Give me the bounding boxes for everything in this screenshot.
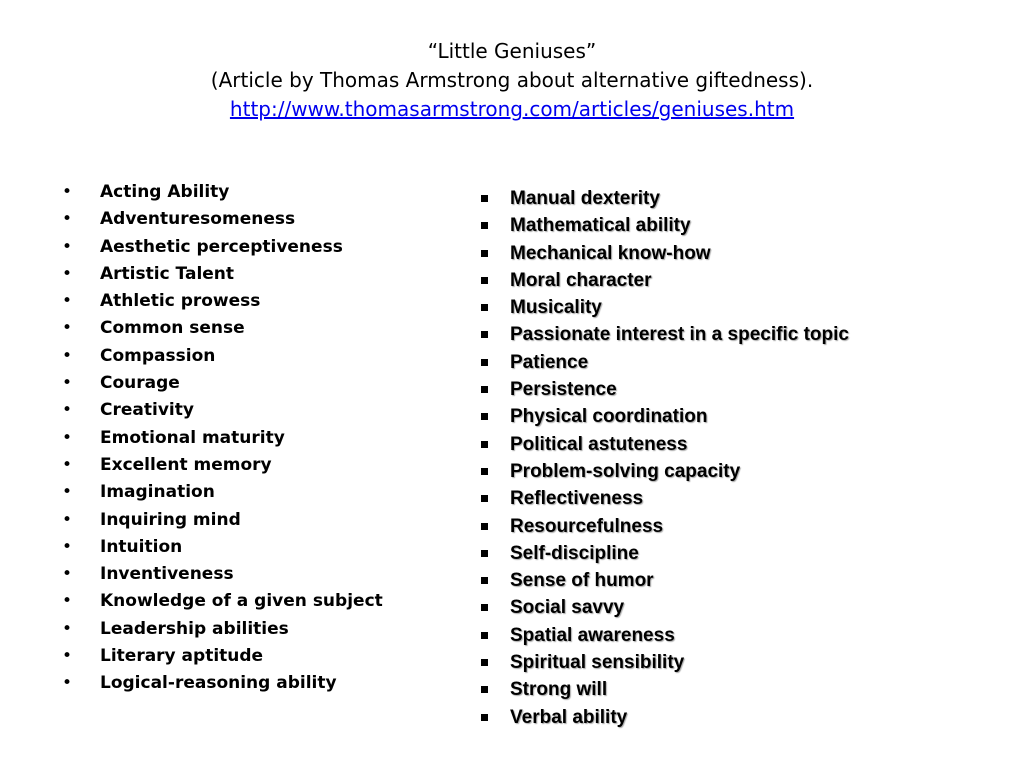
list-item: [62, 643, 383, 670]
square-bullet-icon: [481, 441, 488, 448]
title-link-row: [0, 95, 1024, 124]
list-item: [62, 452, 383, 479]
list-item-label: Knowledge of a given subject: [100, 591, 383, 612]
list-item-label: Musicality: [510, 297, 602, 319]
list-item-label: Manual dexterity: [510, 188, 660, 209]
list-item-label: Spatial awareness: [510, 624, 675, 646]
list-item: [478, 267, 849, 294]
list-item: [62, 397, 383, 424]
list-item: [62, 561, 383, 588]
bullet-icon: •: [62, 400, 73, 421]
square-bullet-icon: [481, 359, 488, 366]
bullet-icon: •: [62, 482, 73, 503]
square-bullet-icon: [481, 331, 488, 338]
bullet-icon: •: [62, 318, 73, 339]
list-item: [478, 240, 849, 267]
list-item: [62, 588, 383, 615]
list-item: [62, 261, 383, 288]
left-bullet-list: [62, 179, 383, 698]
list-item-label: Mathematical ability: [510, 215, 691, 237]
bullet-icon: •: [62, 373, 73, 394]
list-item-label: Imagination: [100, 482, 215, 503]
square-bullet-icon: [481, 577, 488, 584]
square-bullet-icon: [481, 413, 488, 420]
title-subheading: (Article by Thomas Armstrong about alternative giftedness).: [210, 68, 814, 92]
square-bullet-icon: [481, 195, 488, 202]
square-bullet-icon: [481, 550, 488, 557]
square-bullet-icon: [481, 386, 488, 393]
list-item: [478, 622, 849, 649]
bullet-icon: •: [62, 263, 73, 284]
title-heading: “Little Geniuses”: [427, 39, 597, 63]
list-item: [62, 425, 383, 452]
bullet-icon: •: [62, 509, 73, 530]
bullet-icon: •: [62, 345, 73, 366]
bullet-icon: •: [62, 291, 73, 312]
list-item-label: Adventuresomeness: [100, 209, 296, 230]
square-bullet-icon: [481, 604, 488, 611]
slide-title: [0, 37, 1024, 124]
list-item-label: Social savvy: [510, 597, 625, 619]
list-item-label: Reflectiveness: [510, 488, 644, 510]
list-item: [478, 212, 849, 239]
list-item: [62, 670, 383, 697]
bullet-icon: •: [62, 536, 73, 557]
list-item-label: Leadership abilities: [100, 618, 289, 639]
square-bullet-icon: [481, 277, 488, 284]
list-item: [62, 315, 383, 342]
list-item-label: Political astuteness: [510, 433, 688, 455]
list-item-label: Sense of humor: [510, 570, 654, 592]
list-item-label: Physical coordination: [510, 406, 708, 428]
article-link[interactable]: http://www.thomasarmstrong.com/articles/geniuses.htm: [229, 97, 795, 121]
list-item-label: Passionate interest in a specific topic: [510, 324, 849, 346]
list-item: [478, 403, 849, 430]
square-bullet-icon: [481, 659, 488, 666]
list-item: [478, 704, 849, 731]
bullet-icon: •: [62, 236, 73, 257]
list-item: [478, 649, 849, 676]
list-item: [62, 179, 383, 206]
list-item-label: Literary aptitude: [100, 646, 264, 667]
list-item-label: Athletic prowess: [100, 291, 261, 312]
list-item: [62, 343, 383, 370]
square-bullet-icon: [481, 304, 488, 311]
square-bullet-icon: [481, 250, 488, 257]
list-item-label: Intuition: [100, 536, 183, 557]
list-item-label: Emotional maturity: [100, 427, 285, 448]
square-bullet-icon: [481, 495, 488, 502]
list-item-label: Acting Ability: [100, 182, 230, 202]
list-item: [478, 431, 849, 458]
list-item: [478, 594, 849, 621]
list-item-label: Courage: [100, 373, 180, 394]
list-item-label: Patience: [510, 351, 589, 373]
list-item: [62, 206, 383, 233]
list-item: [478, 376, 849, 403]
square-bullet-icon: [481, 632, 488, 639]
square-bullet-icon: [481, 222, 488, 229]
list-item: [62, 370, 383, 397]
list-item-label: Self-discipline: [510, 542, 639, 564]
list-item: [478, 567, 849, 594]
list-item-label: Inquiring mind: [100, 509, 241, 530]
list-item-label: Aesthetic perceptiveness: [100, 236, 343, 257]
list-item-label: Persistence: [510, 379, 617, 401]
bullet-icon: •: [62, 454, 73, 475]
list-item: [478, 349, 849, 376]
list-item-label: Inventiveness: [100, 564, 234, 585]
list-item: [62, 288, 383, 315]
list-item: [478, 294, 849, 321]
right-bullet-list: [478, 185, 849, 731]
list-item: [62, 234, 383, 261]
list-item: [478, 321, 849, 348]
list-item: [62, 616, 383, 643]
list-item: [478, 513, 849, 540]
list-item: [478, 458, 849, 485]
square-bullet-icon: [481, 468, 488, 475]
list-item-label: Verbal ability: [510, 706, 628, 728]
list-item: [62, 479, 383, 506]
list-item-label: Spiritual sensibility: [510, 652, 685, 674]
list-item-label: Resourcefulness: [510, 515, 664, 537]
square-bullet-icon: [481, 523, 488, 530]
bullet-icon: •: [62, 427, 73, 448]
list-item: [478, 185, 849, 212]
list-item: [478, 676, 849, 703]
list-item-label: Excellent memory: [100, 454, 272, 475]
list-item: [478, 485, 849, 512]
bullet-icon: •: [62, 564, 73, 585]
list-item-label: Strong will: [510, 679, 608, 701]
bullet-icon: •: [62, 182, 73, 202]
list-item: [62, 534, 383, 561]
square-bullet-icon: [481, 714, 488, 721]
list-item-label: Mechanical know-how: [510, 242, 711, 264]
list-item-label: Common sense: [100, 318, 245, 339]
bullet-icon: •: [62, 209, 73, 230]
list-item-label: Creativity: [100, 400, 194, 421]
list-item-label: Artistic Talent: [100, 263, 235, 284]
list-item: [62, 507, 383, 534]
list-item-label: Logical-reasoning ability: [100, 673, 337, 694]
list-item: [478, 540, 849, 567]
bullet-icon: •: [62, 646, 73, 667]
square-bullet-icon: [481, 686, 488, 693]
list-item-label: Compassion: [100, 345, 216, 366]
list-item-label: Problem-solving capacity: [510, 460, 741, 482]
bullet-icon: •: [62, 591, 73, 612]
list-item-label: Moral character: [510, 269, 652, 291]
bullet-icon: •: [62, 673, 73, 694]
bullet-icon: •: [62, 618, 73, 639]
